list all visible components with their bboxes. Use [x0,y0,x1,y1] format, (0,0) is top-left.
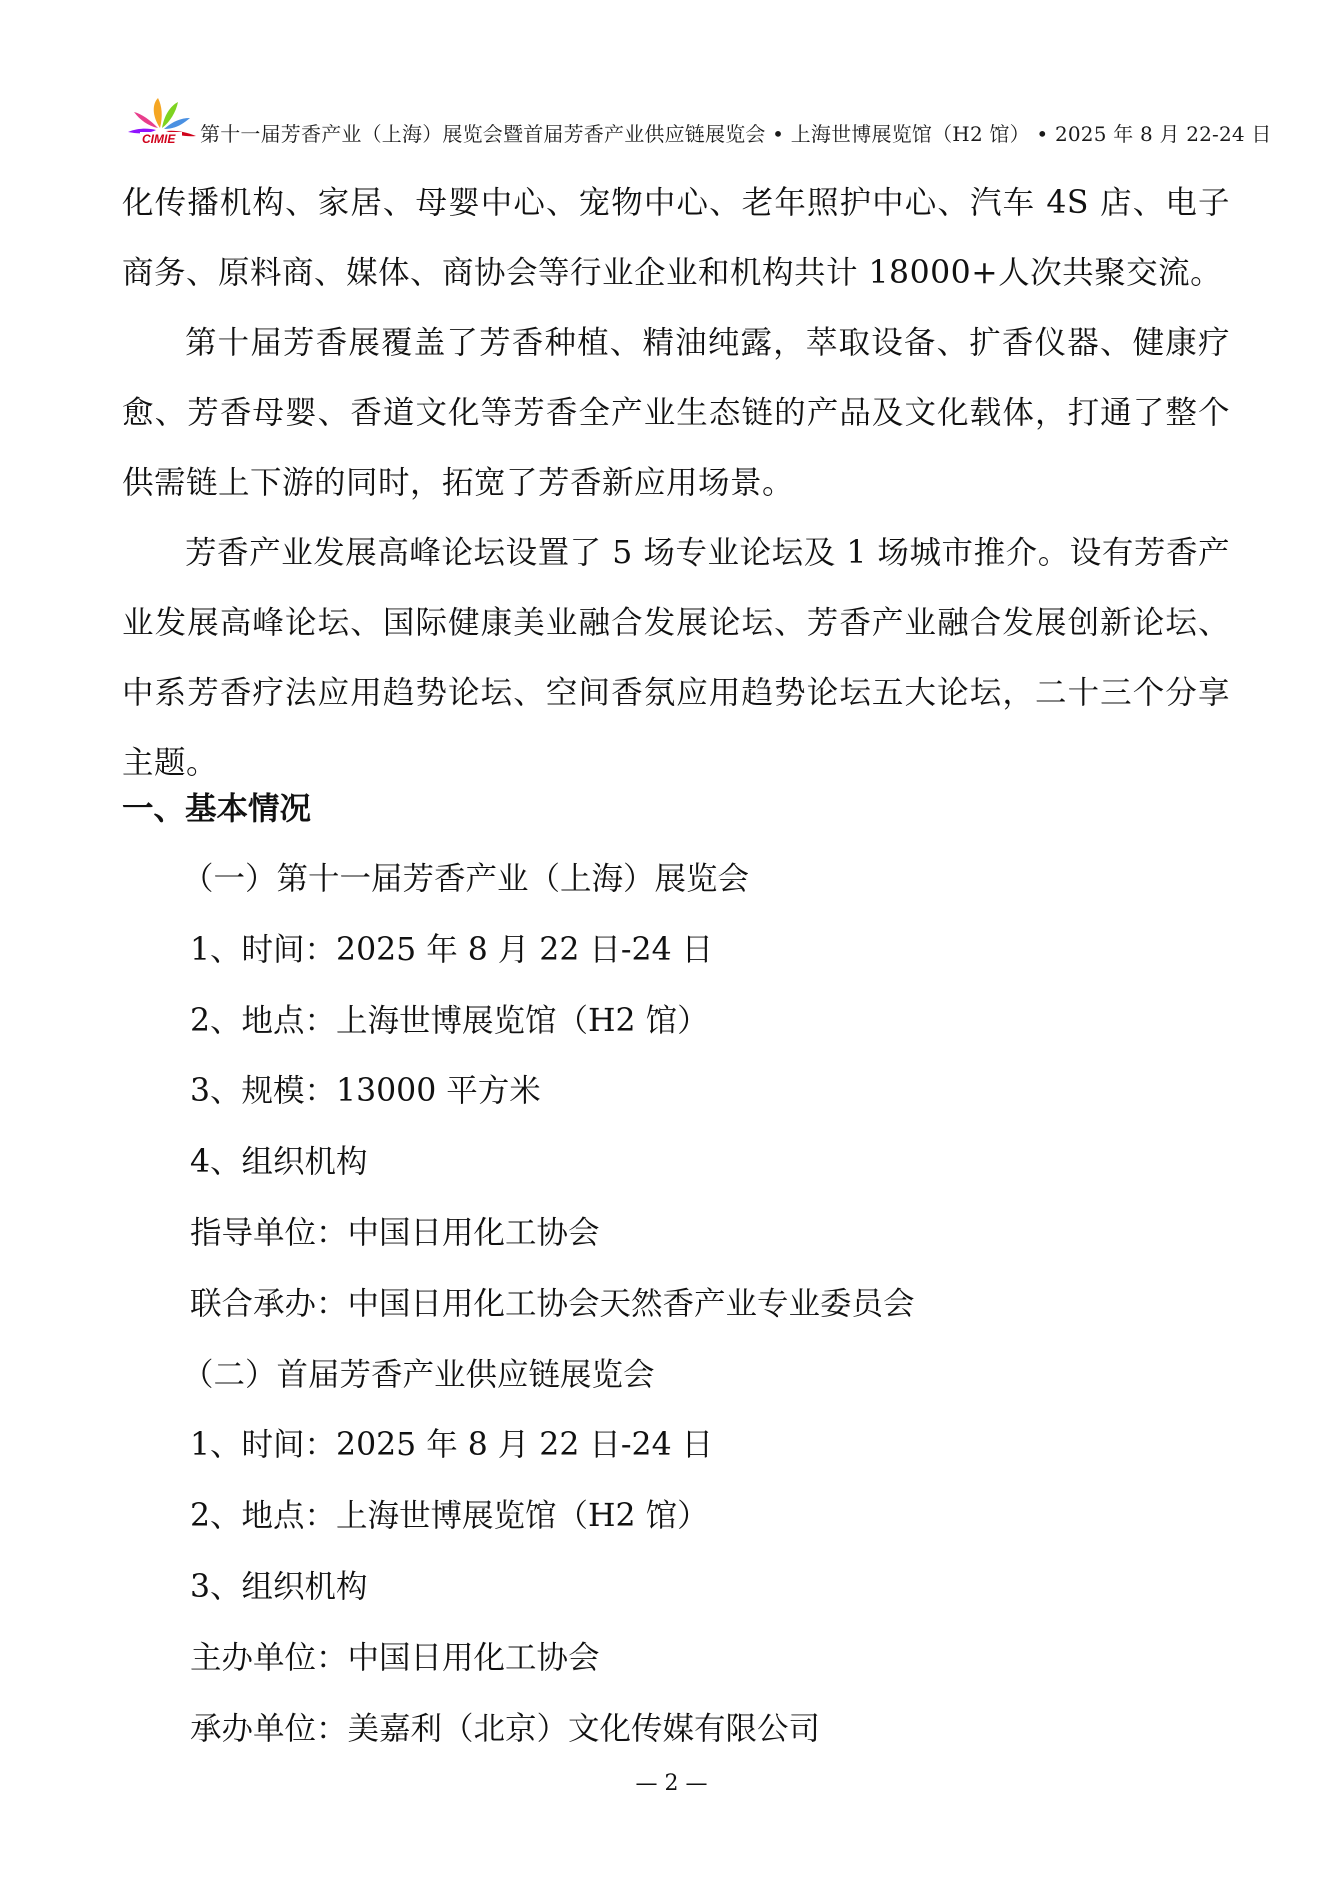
cimie-logo [122,98,202,146]
list-item: （一）第十一届芳香产业（上海）展览会 [182,861,750,897]
list-item: 2、地点：上海世博展览馆（H2 馆） [190,1002,709,1039]
paragraph-forum: 芳香产业发展高峰论坛设置了 5 场专业论坛及 1 场城市推介。设有芳香产业发展高峰论坛、国际健康美业融合发展论坛、芳香产业融合发展创新论坛、中系芳香疗法应用趋势论坛、空间香氛应用趋势论坛五大论坛，二十三个分享主题。 [122,535,1230,781]
page-header [122,98,1272,148]
list-item: 联合承办：中国日用化工协会天然香产业专业委员会 [190,1285,915,1322]
list-item: 指导单位：中国日用化工协会 [190,1214,600,1251]
paragraph-continuation: 化传播机构、家居、母婴中心、宠物中心、老年照护中心、汽车 4S 店、电子商务、原料商、媒体、商协会等行业企业和机构共计 18000+人次共聚交流。 [122,185,1230,291]
list-item: 3、组织机构 [190,1568,368,1605]
logo-text: CIMIE [142,132,176,146]
list-item: 1、时间：2025 年 8 月 22 日-24 日 [190,1427,714,1464]
page-number: — 2 — [635,1771,708,1796]
list-item: 2、地点：上海世博展览馆（H2 馆） [190,1498,709,1535]
list-item: （二）首届芳香产业供应链展览会 [182,1356,655,1393]
basic-info-list [182,844,915,1764]
list-item: 承办单位：美嘉利（北京）文化传媒有限公司 [190,1710,821,1747]
paragraph-exhibition-coverage: 第十届芳香展覆盖了芳香种植、精油纯露，萃取设备、扩香仪器、健康疗愈、芳香母婴、香道文化等芳香全产业生态链的产品及文化载体，打通了整个供需链上下游的同时，拓宽了芳香新应用场景。 [122,325,1230,501]
section-heading: 一、基本情况 [122,791,312,827]
list-item: 3、规模：13000 平方米 [190,1073,541,1110]
list-item: 1、时间：2025 年 8 月 22 日-24 日 [190,931,714,968]
list-item: 4、组织机构 [190,1144,368,1181]
body-paragraphs [122,168,1230,798]
list-item: 主办单位：中国日用化工协会 [190,1639,600,1676]
header-title: 第十一届芳香产业（上海）展览会暨首届芳香产业供应链展览会 • 上海世博展览馆（H2 馆） • 2025 年 8 月 22-24 日 [200,122,1272,146]
